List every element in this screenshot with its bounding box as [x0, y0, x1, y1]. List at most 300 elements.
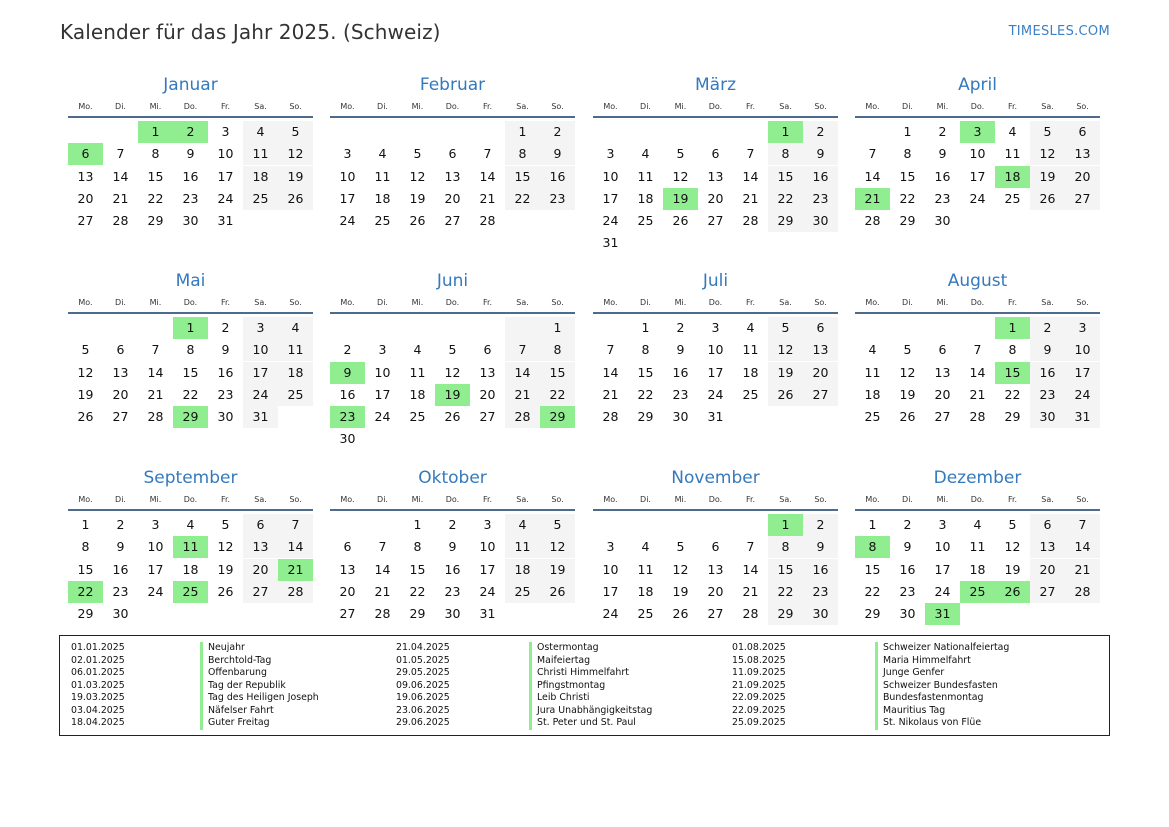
- weekday-label: Di.: [640, 298, 651, 307]
- calendar-day: 24: [602, 213, 619, 229]
- weekday-label: Fr.: [745, 102, 756, 111]
- calendar-day: 4: [1008, 124, 1017, 139]
- holiday-name: Christi Himmelfahrt: [529, 667, 652, 680]
- empty-day: [960, 603, 995, 625]
- calendar-day: 25: [409, 409, 426, 425]
- calendar-day: 28: [742, 213, 759, 229]
- holiday-list: [59, 635, 1110, 736]
- calendar-day: 27: [1030, 581, 1065, 603]
- empty-day: [593, 317, 628, 339]
- weekday-label: Fr.: [220, 298, 231, 307]
- calendar-week: [855, 317, 1100, 339]
- calendar-day: 18: [637, 583, 654, 599]
- holiday-date: 01.01.2025: [71, 642, 125, 653]
- holiday-date: 29.05.2025: [396, 667, 450, 678]
- holiday-name: Junge Genfer: [875, 667, 1009, 680]
- site-link[interactable]: TIMESLES.COM: [1008, 24, 1110, 39]
- month-days: [593, 511, 838, 625]
- month-title: Mai: [175, 271, 206, 291]
- calendar-day: 30: [803, 210, 838, 232]
- calendar-week: [68, 406, 313, 428]
- calendar-day: 18: [505, 559, 540, 581]
- weekday-label: Mi.: [936, 102, 949, 111]
- empty-day: [698, 121, 733, 143]
- empty-day: [278, 210, 313, 232]
- calendar-day: 4: [746, 320, 755, 335]
- weekday-label: Fr.: [220, 495, 231, 504]
- calendar-day: 17: [602, 190, 619, 206]
- weekday-label: So.: [551, 102, 564, 111]
- empty-day: [400, 317, 435, 339]
- calendar-day: 12: [540, 536, 575, 558]
- calendar-day: 9: [803, 143, 838, 165]
- empty-day: [68, 317, 103, 339]
- empty-day: [593, 121, 628, 143]
- calendar-week: [330, 166, 575, 188]
- empty-day: [995, 603, 1030, 625]
- weekday-label: Do.: [445, 495, 460, 504]
- calendar-day: 25: [960, 581, 995, 603]
- calendar-day: 8: [505, 143, 540, 165]
- calendar-day: 27: [77, 213, 94, 229]
- calendar-day: 31: [707, 409, 724, 425]
- weekday-label: So.: [551, 495, 564, 504]
- holiday-date: 21.09.2025: [732, 679, 786, 691]
- calendar-day: 25: [173, 581, 208, 603]
- page-title: Kalender für das Jahr 2025. (Schweiz): [60, 20, 441, 44]
- calendar-day: 9: [938, 146, 947, 162]
- calendar-day: 21: [147, 386, 164, 402]
- weekday-label: Mo.: [603, 102, 618, 111]
- calendar-day: 24: [339, 213, 356, 229]
- calendar-day: 19: [899, 386, 916, 402]
- calendar-day: 12: [899, 364, 916, 380]
- calendar-day: 29: [768, 210, 803, 232]
- calendar-day: 2: [803, 121, 838, 143]
- calendar-day: 7: [151, 342, 160, 358]
- calendar-day: 27: [1065, 188, 1100, 210]
- month-days: [330, 118, 575, 232]
- weekday-label: Do.: [445, 102, 460, 111]
- month-days: [68, 314, 313, 428]
- calendar-day: 30: [672, 409, 689, 425]
- calendar-day: 30: [934, 213, 951, 229]
- weekday-label: Sa.: [254, 102, 267, 111]
- empty-day: [365, 317, 400, 339]
- weekday-label: Di.: [377, 495, 388, 504]
- calendar-day: 16: [803, 559, 838, 581]
- calendar-day: 4: [641, 146, 650, 162]
- empty-day: [733, 406, 768, 428]
- calendar-day: 13: [1065, 143, 1100, 165]
- calendar-day: 25: [243, 188, 278, 210]
- calendar-day: 30: [112, 606, 129, 622]
- holiday-name: Tag des Heiligen Joseph: [200, 692, 319, 705]
- calendar-day: 5: [278, 121, 313, 143]
- calendar-day: 13: [444, 168, 461, 184]
- calendar-day: 4: [505, 514, 540, 536]
- calendar-week: [593, 384, 838, 406]
- calendar-day: 23: [934, 190, 951, 206]
- calendar-day: 28: [1065, 581, 1100, 603]
- holiday-date: 22.09.2025: [732, 692, 786, 703]
- calendar-day: 27: [934, 409, 951, 425]
- calendar-day: 20: [339, 583, 356, 599]
- calendar-day: 1: [413, 517, 422, 532]
- weekday-label: Di.: [640, 102, 651, 111]
- calendar-day: 1: [81, 517, 90, 532]
- holiday-names-column: [875, 642, 1009, 730]
- calendar-day: 10: [374, 364, 391, 380]
- calendar-day: 26: [77, 409, 94, 425]
- calendar-week: [68, 166, 313, 188]
- empty-day: [593, 514, 628, 536]
- calendar-day: 13: [803, 339, 838, 361]
- weekday-header: [855, 100, 1100, 118]
- calendar-day: 1: [173, 317, 208, 339]
- calendar-week: [68, 143, 313, 165]
- weekday-label: So.: [1076, 102, 1089, 111]
- calendar-day: 28: [969, 409, 986, 425]
- weekday-header: [330, 493, 575, 511]
- calendar-day: 22: [68, 581, 103, 603]
- calendar-day: 10: [479, 539, 496, 555]
- calendar-day: 8: [903, 146, 912, 162]
- calendar-day: 3: [938, 517, 947, 532]
- holiday-name: Schweizer Bundesfasten: [875, 680, 1009, 693]
- empty-day: [330, 121, 365, 143]
- calendar-day: 12: [444, 364, 461, 380]
- calendar-day: 25: [742, 386, 759, 402]
- empty-day: [435, 428, 470, 450]
- calendar-day: 11: [1004, 146, 1021, 162]
- holiday-date: 03.04.2025: [71, 704, 125, 716]
- calendar-day: 14: [147, 364, 164, 380]
- calendar-day: 17: [147, 561, 164, 577]
- month-days: [855, 118, 1100, 232]
- calendar-day: 29: [173, 406, 208, 428]
- calendar-day: 5: [221, 517, 230, 532]
- calendar-day: 2: [221, 320, 230, 335]
- calendar-day: 21: [112, 190, 129, 206]
- calendar-day: 24: [934, 583, 951, 599]
- calendar-day: 4: [378, 146, 387, 162]
- holiday-name: Leib Christi: [529, 692, 652, 705]
- empty-day: [960, 317, 995, 339]
- calendar-day: 12: [77, 364, 94, 380]
- weekday-label: Mi.: [411, 102, 424, 111]
- weekday-label: So.: [289, 102, 302, 111]
- weekday-header: [68, 493, 313, 511]
- calendar-day: 12: [217, 539, 234, 555]
- holiday-name: Mauritius Tag: [875, 705, 1009, 718]
- month-2: [330, 72, 575, 232]
- empty-day: [1030, 603, 1065, 625]
- weekday-label: Do.: [970, 102, 985, 111]
- calendar-day: 7: [606, 342, 615, 358]
- weekday-label: Do.: [183, 102, 198, 111]
- calendar-day: 24: [707, 386, 724, 402]
- month-days: [855, 314, 1100, 428]
- empty-day: [365, 428, 400, 450]
- calendar-day: 20: [243, 559, 278, 581]
- calendar-day: 18: [278, 362, 313, 384]
- weekday-header: [855, 296, 1100, 314]
- holiday-date: 09.06.2025: [396, 679, 450, 691]
- weekday-label: Mo.: [78, 102, 93, 111]
- calendar-day: 8: [768, 536, 803, 558]
- weekday-label: Do.: [183, 495, 198, 504]
- calendar-week: [68, 581, 313, 603]
- weekday-label: Mi.: [674, 495, 687, 504]
- calendar-day: 27: [707, 606, 724, 622]
- calendar-day: 6: [938, 342, 947, 358]
- weekday-label: So.: [1076, 495, 1089, 504]
- month-days: [593, 118, 838, 255]
- calendar-day: 25: [637, 606, 654, 622]
- weekday-label: So.: [1076, 298, 1089, 307]
- weekday-label: Mi.: [149, 495, 162, 504]
- calendar-day: 1: [868, 517, 877, 532]
- calendar-week: [330, 188, 575, 210]
- month-title: März: [695, 75, 736, 95]
- calendar-day: 19: [768, 362, 803, 384]
- calendar-day: 6: [448, 146, 457, 162]
- calendar-day: 11: [243, 143, 278, 165]
- calendar-day: 14: [374, 561, 391, 577]
- weekday-label: Mo.: [865, 102, 880, 111]
- holiday-names-column: [200, 642, 319, 730]
- calendar-day: 18: [864, 386, 881, 402]
- month-title: Oktober: [418, 468, 487, 488]
- calendar-day: 28: [505, 406, 540, 428]
- weekday-header: [593, 296, 838, 314]
- calendar-day: 20: [707, 190, 724, 206]
- month-title: August: [947, 271, 1008, 291]
- calendar-day: 15: [864, 561, 881, 577]
- calendar-day: 15: [540, 362, 575, 384]
- calendar-day: 21: [742, 190, 759, 206]
- empty-day: [540, 603, 575, 625]
- calendar-day: 16: [182, 168, 199, 184]
- calendar-day: 3: [243, 317, 278, 339]
- empty-day: [505, 317, 540, 339]
- weekday-label: Do.: [708, 298, 723, 307]
- calendar-week: [330, 603, 575, 625]
- calendar-day: 18: [637, 190, 654, 206]
- calendar-day: 15: [77, 561, 94, 577]
- holiday-name: St. Peter und St. Paul: [529, 717, 652, 730]
- empty-day: [803, 232, 838, 254]
- calendar-day: 5: [413, 146, 422, 162]
- calendar-day: 11: [637, 561, 654, 577]
- calendar-day: 20: [707, 583, 724, 599]
- calendar-day: 16: [803, 166, 838, 188]
- weekday-label: Di.: [115, 298, 126, 307]
- calendar-day: 9: [116, 539, 125, 555]
- empty-day: [278, 603, 313, 625]
- empty-day: [855, 121, 890, 143]
- month-8: [855, 268, 1100, 428]
- calendar-day: 6: [803, 317, 838, 339]
- calendar-day: 29: [637, 409, 654, 425]
- weekday-label: Fr.: [1007, 495, 1018, 504]
- weekday-label: Sa.: [516, 298, 529, 307]
- calendar-week: [855, 143, 1100, 165]
- calendar-week: [68, 210, 313, 232]
- calendar-week: [855, 581, 1100, 603]
- weekday-label: Sa.: [779, 102, 792, 111]
- weekday-label: Sa.: [779, 495, 792, 504]
- calendar-day: 20: [1065, 166, 1100, 188]
- calendar-day: 1: [641, 320, 650, 335]
- weekday-label: Mo.: [603, 298, 618, 307]
- weekday-label: Mo.: [865, 495, 880, 504]
- holiday-name: Schweizer Nationalfeiertag: [875, 642, 1009, 655]
- calendar-day: 14: [278, 536, 313, 558]
- calendar-week: [855, 406, 1100, 428]
- calendar-day: 17: [217, 168, 234, 184]
- calendar-day: 18: [182, 561, 199, 577]
- empty-day: [330, 317, 365, 339]
- holiday-date: 15.08.2025: [732, 654, 786, 666]
- calendar-day: 18: [969, 561, 986, 577]
- empty-day: [330, 514, 365, 536]
- calendar-day: 26: [672, 213, 689, 229]
- weekday-label: Do.: [445, 298, 460, 307]
- calendar-day: 8: [855, 536, 890, 558]
- holiday-dates-column: [396, 642, 450, 730]
- calendar-day: 13: [1030, 536, 1065, 558]
- calendar-day: 16: [899, 561, 916, 577]
- calendar-day: 11: [864, 364, 881, 380]
- calendar-day: 24: [374, 409, 391, 425]
- calendar-week: [593, 339, 838, 361]
- holiday-dates-column: [71, 642, 125, 730]
- calendar-day: 16: [217, 364, 234, 380]
- holiday-name: Bundesfastenmontag: [875, 692, 1009, 705]
- calendar-week: [593, 603, 838, 625]
- calendar-week: [330, 428, 575, 450]
- calendar-day: 2: [116, 517, 125, 532]
- calendar-week: [330, 559, 575, 581]
- weekday-label: Sa.: [1041, 495, 1054, 504]
- empty-day: [855, 317, 890, 339]
- calendar-week: [855, 210, 1100, 232]
- calendar-day: 18: [409, 386, 426, 402]
- calendar-day: 25: [374, 213, 391, 229]
- calendar-day: 22: [147, 190, 164, 206]
- empty-day: [960, 210, 995, 232]
- weekday-label: Mo.: [78, 495, 93, 504]
- holiday-name: Guter Freitag: [200, 717, 319, 730]
- calendar-day: 5: [81, 342, 90, 358]
- calendar-day: 12: [672, 561, 689, 577]
- calendar-day: 10: [969, 146, 986, 162]
- calendar-day: 22: [505, 188, 540, 210]
- empty-day: [663, 514, 698, 536]
- calendar-week: [855, 339, 1100, 361]
- calendar-day: 1: [138, 121, 173, 143]
- calendar-week: [855, 188, 1100, 210]
- calendar-day: 3: [1065, 317, 1100, 339]
- calendar-day: 16: [444, 561, 461, 577]
- holiday-date: 25.09.2025: [732, 717, 786, 728]
- calendar-day: 9: [676, 342, 685, 358]
- calendar-day: 25: [637, 213, 654, 229]
- calendar-day: 2: [448, 517, 457, 532]
- calendar-day: 13: [112, 364, 129, 380]
- calendar-day: 2: [343, 342, 352, 358]
- calendar-day: 26: [1030, 188, 1065, 210]
- weekday-label: Mo.: [340, 102, 355, 111]
- weekday-label: Fr.: [1007, 298, 1018, 307]
- calendar-day: 21: [855, 188, 890, 210]
- weekday-label: Di.: [902, 298, 913, 307]
- weekday-label: Di.: [115, 102, 126, 111]
- calendar-day: 28: [742, 606, 759, 622]
- calendar-day: 15: [409, 561, 426, 577]
- calendar-day: 3: [483, 517, 492, 532]
- calendar-day: 26: [672, 606, 689, 622]
- calendar-week: [593, 210, 838, 232]
- month-6: [330, 268, 575, 451]
- weekday-label: Mo.: [865, 298, 880, 307]
- holiday-date: 29.06.2025: [396, 717, 450, 728]
- holiday-name: Ostermontag: [529, 642, 652, 655]
- calendar-day: 5: [903, 342, 912, 358]
- month-5: [68, 268, 313, 428]
- month-12: [855, 465, 1100, 625]
- calendar-day: 23: [540, 188, 575, 210]
- empty-day: [505, 428, 540, 450]
- weekday-label: Fr.: [482, 495, 493, 504]
- holiday-dates-column: [732, 642, 786, 730]
- empty-day: [243, 603, 278, 625]
- empty-day: [68, 121, 103, 143]
- calendar-day: 6: [243, 514, 278, 536]
- calendar-day: 26: [409, 213, 426, 229]
- calendar-week: [330, 536, 575, 558]
- empty-day: [663, 121, 698, 143]
- calendar-week: [593, 514, 838, 536]
- calendar-day: 20: [444, 190, 461, 206]
- month-title: Dezember: [933, 468, 1022, 488]
- calendar-week: [855, 559, 1100, 581]
- calendar-day: 18: [243, 166, 278, 188]
- calendar-day: 26: [995, 581, 1030, 603]
- weekday-label: Do.: [970, 495, 985, 504]
- calendar-day: 13: [934, 364, 951, 380]
- weekday-label: Mo.: [340, 495, 355, 504]
- calendar-day: 1: [540, 317, 575, 339]
- calendar-day: 11: [969, 539, 986, 555]
- month-4: [855, 72, 1100, 232]
- calendar-day: 3: [960, 121, 995, 143]
- calendar-day: 3: [606, 146, 615, 162]
- calendar-day: 11: [742, 342, 759, 358]
- calendar-day: 19: [278, 166, 313, 188]
- calendar-day: 5: [768, 317, 803, 339]
- calendar-day: 30: [1030, 406, 1065, 428]
- calendar-day: 9: [448, 539, 457, 555]
- holiday-date: 18.04.2025: [71, 717, 125, 728]
- calendar-day: 12: [1030, 143, 1065, 165]
- calendar-day: 10: [602, 168, 619, 184]
- calendar-week: [68, 317, 313, 339]
- calendar-day: 29: [409, 606, 426, 622]
- calendar-day: 12: [768, 339, 803, 361]
